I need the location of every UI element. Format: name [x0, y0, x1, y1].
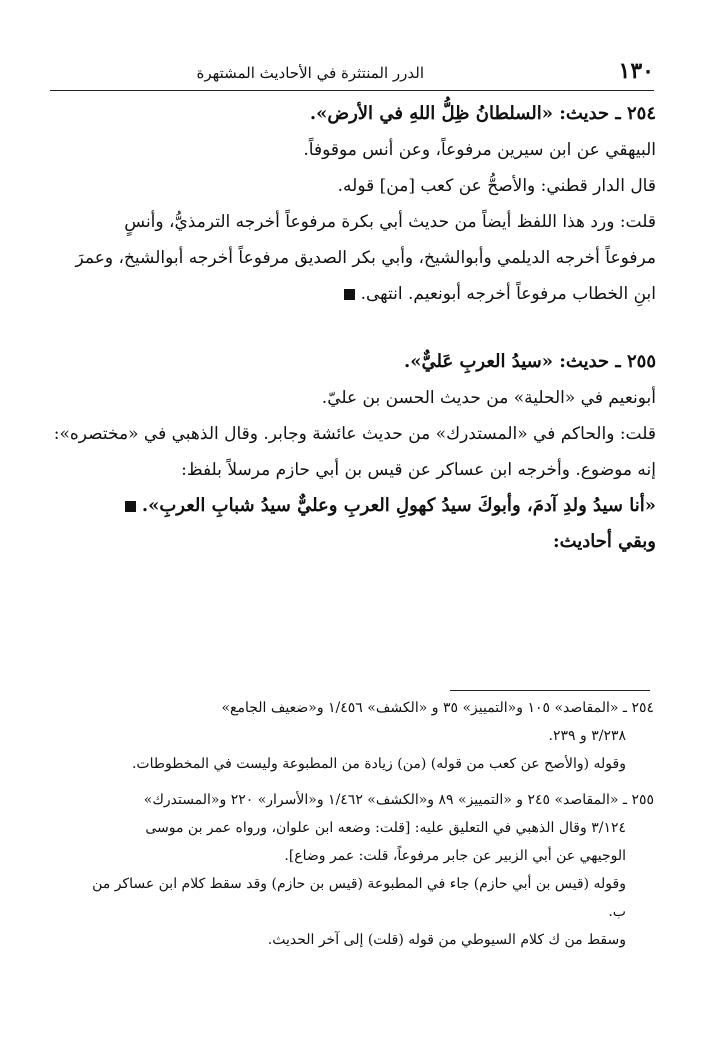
- page-header: [50, 56, 654, 91]
- hadith-254-heading: ٢٥٤ ـ حديث: «السلطانُ ظِلُّ اللهِ في الأرض».: [309, 103, 656, 124]
- hadith-254-line: البيهقي عن ابن سيرين مرفوعاً، وعن أنس موقوفاً.: [303, 140, 656, 160]
- footnote-255-line: ٢٥٥ ـ «المقاصد» ٢٤٥ و «التمييز» ٨٩ و«الكشف» ١/٤٦٢ و«الأسرار» ٢٢٠ و«المستدرك»: [143, 792, 654, 808]
- footnote-255-line: وقوله (قيس بن أبي حازم) جاء في المطبوعة (قيس بن حازم) وقد سقط كلام ابن عساكر من: [92, 876, 626, 892]
- hadith-255-quote: «أنا سيدُ ولدِ آدمَ، وأبوكَ سيدُ كهولِ العربِ وعليٌّ سيدُ شبابِ العربِ».: [141, 495, 656, 516]
- hadith-254-line: قال الدار قطني: والأصحُّ عن كعب [من] قوله.: [337, 176, 656, 196]
- page-number: ١٣٠: [618, 58, 654, 84]
- footnote-254-line: ٢٥٤ ـ «المقاصد» ١٠٥ و«التمييز» ٣٥ و «الكشف» ١/٤٥٦ و«ضعيف الجامع»: [221, 700, 654, 716]
- main-text: [36, 96, 656, 560]
- hadith-255-line: قلت: والحاكم في «المستدرك» من حديث عائشة وجابر. وقال الذهبي في «مختصره»:: [53, 424, 656, 444]
- footnote-255-line: الوجيهي عن أبي الزبير عن جابر مرفوعاً، قلت: عمر وضاع].: [284, 848, 626, 864]
- remaining-hadiths-label: وبقي أحاديث:: [552, 531, 656, 552]
- footnote-255-line: ٣/١٢٤ وقال الذهبي في التعليق عليه: [قلت: وضعه ابن علوان، ورواه عمر بن موسى: [145, 820, 626, 836]
- hadith-254-end-line: [36, 276, 656, 312]
- hadith-254-line: قلت: ورد هذا اللفظ أيضاً من حديث أبي بكرة مرفوعاً أخرجه الترمذيُّ، وأنسٍ: [124, 212, 656, 232]
- footnote-254-line: ٣/٢٣٨ و ٢٣٩.: [548, 728, 626, 744]
- hadith-255-heading: ٢٥٥ ـ حديث: «سيدُ العربِ عَليٌّ».: [403, 351, 656, 372]
- footnotes: [70, 694, 654, 954]
- hadith-254-line: ابنِ الخطاب مرفوعاً أخرجه أبونعيم. انتهى.: [360, 284, 656, 304]
- footnote-254-line: وقوله (والأصح عن كعب من قوله) (من) زيادة من المطبوعة وليست في المخطوطات.: [131, 756, 626, 772]
- hadith-254-line: مرفوعاً أخرجه الديلمي وأبوالشيخ، وأبي بكر الصديق مرفوعاً أخرجه أبوالشيخ، وعمرَ: [75, 248, 656, 268]
- hadith-255-end-line: [36, 488, 656, 524]
- running-title: الدرر المنتثرة في الأحاديث المشتهرة: [196, 64, 424, 82]
- hadith-255-line: أبونعيم في «الحلية» من حديث الحسن بن عليّ.: [321, 388, 656, 408]
- footnote-255-line: ب.: [608, 904, 626, 920]
- footnote-gap: [70, 778, 654, 786]
- footnote-255-line: وسقط من ك كلام السيوطي من قوله (قلت) إلى آخر الحديث.: [267, 932, 626, 948]
- end-square-icon: [125, 501, 136, 512]
- end-square-icon: [344, 289, 355, 300]
- footnote-divider: [450, 690, 650, 691]
- section-gap: [36, 312, 656, 344]
- hadith-255-line: إنه موضوع. وأخرجه ابن عساكر عن قيس بن أبي حازم مرسلاً بلفظ:: [181, 460, 656, 480]
